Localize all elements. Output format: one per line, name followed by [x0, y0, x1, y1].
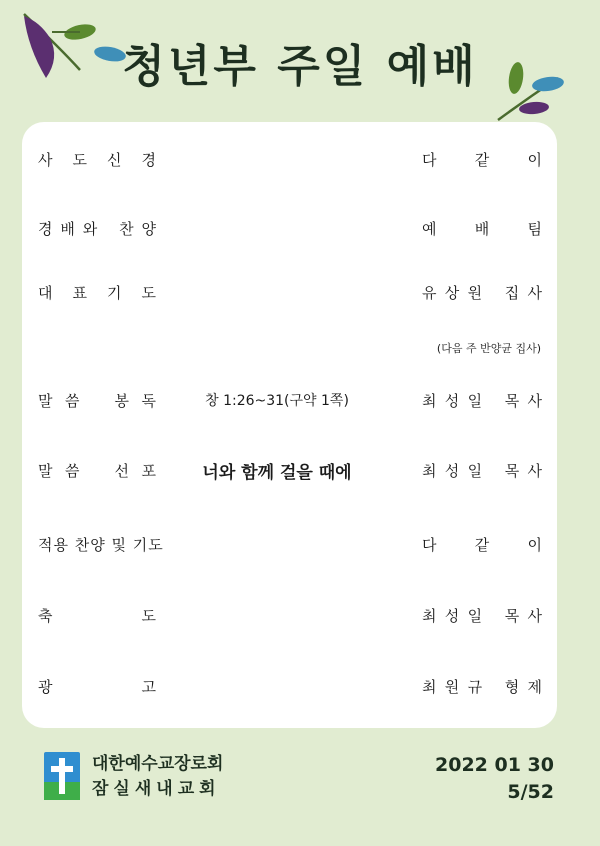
church-cross-logo-icon — [44, 752, 80, 800]
item-leader: 최 성 일 목 사 — [422, 607, 542, 625]
list-item — [22, 676, 557, 704]
item-leader: 다 같 이 — [422, 151, 542, 169]
item-label: 적용 찬양 및 기도 — [38, 536, 164, 554]
bulletin-date — [435, 752, 554, 806]
item-label: 광 고 — [38, 678, 156, 696]
item-leader: 다 같 이 — [422, 536, 542, 554]
list-item — [22, 390, 557, 418]
item-label: 축 도 — [38, 607, 156, 625]
list-item-note — [22, 340, 557, 368]
item-label: 사 도 신 경 — [38, 151, 156, 169]
church-title: 잠실새내교회 — [92, 779, 221, 799]
church-name — [92, 752, 223, 802]
next-week-note: (다음 주 반양균 집사) — [436, 342, 541, 355]
item-leader: 최 성 일 목 사 — [422, 462, 542, 480]
page-title: 청년부 주일 예배 — [122, 41, 478, 92]
list-item — [22, 605, 557, 633]
item-leader: 유 상 원 집 사 — [422, 284, 542, 302]
list-item — [22, 218, 557, 246]
item-label: 대 표 기 도 — [38, 284, 156, 302]
denomination: 대한예수교장로회 — [92, 754, 224, 774]
list-item — [22, 149, 557, 177]
item-label: 말 씀 선 포 — [38, 462, 156, 480]
item-label: 말 씀 봉 독 — [38, 392, 156, 410]
list-item — [22, 282, 557, 310]
item-leader: 최 원 규 형 제 — [422, 678, 542, 696]
sermon-title: 너와 함께 걸을 때에 — [202, 463, 352, 483]
item-label: 경 배 와 찬 양 — [38, 220, 156, 238]
list-item — [22, 460, 557, 488]
item-leader: 예 배 팀 — [422, 220, 542, 238]
issue-number: 5/52 — [507, 781, 554, 803]
item-leader: 최 성 일 목 사 — [422, 392, 542, 410]
order-of-worship-card — [22, 122, 557, 728]
scripture-reference: 창 1:26~31(구약 1쪽) — [205, 393, 349, 409]
date-text: 2022 01 30 — [435, 754, 554, 776]
list-item — [22, 534, 557, 562]
